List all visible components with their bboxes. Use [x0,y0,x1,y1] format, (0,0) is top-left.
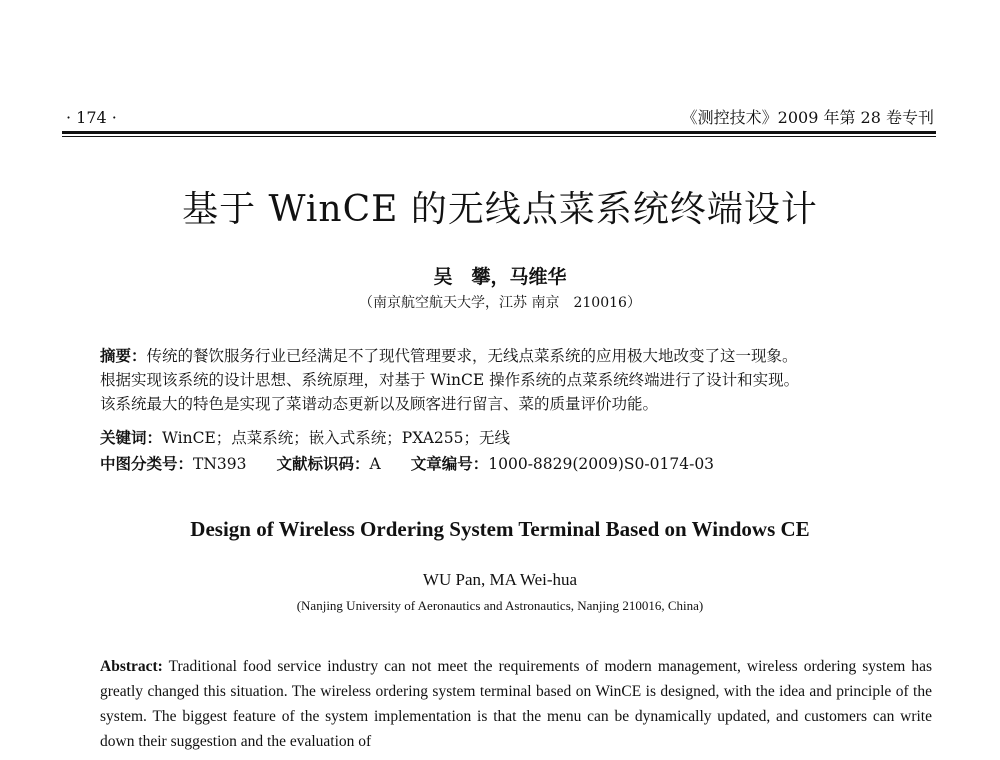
abstract-en-text: Traditional food service industry can not meet the requirements of modern management, wireless ordering system has greatly changed this situation. The wireless ordering system terminal based on WinCE is designed, with the idea and principle of the system. The biggest feature of the system implementation is that the menu can be dynamically updated, and customers can write down their suggestion and the evaluation of [100,658,932,750]
authors-english: WU Pan, MA Wei-hua [422,570,578,589]
keywords-label: 关键词： [100,429,163,447]
abstract-en-label: Abstract: [100,658,163,675]
article-number-label: 文章编号： [410,455,489,473]
abstract-chinese [100,344,930,416]
affiliation-english: (Nanjing University of Aeronautics and Astronautics, Nanjing 210016, China) [296,598,704,613]
keywords-text: WinCE；点菜系统；嵌入式系统；PXA255；无线 [162,429,510,447]
keywords-line [100,428,510,448]
doc-code-label: 文献标识码： [276,455,370,473]
clc-label: 中图分类号： [100,455,194,473]
doc-code-value: A [369,455,381,473]
classification-line [100,454,714,474]
abstract-cn-label: 摘要： [100,347,147,365]
abstract-cn-line-3: 该系统最大的特色是实现了菜谱动态更新以及顾客进行留言、菜的质量评价功能。 [100,395,659,413]
authors-chinese: 吴 攀，马维华 [433,266,567,288]
abstract-cn-text-1: 传统的餐饮服务行业已经满足不了现代管理要求，无线点菜系统的应用极大地改变了这一现象。 [146,347,798,365]
header-rule-thick [62,131,936,134]
page-number: · 174 · [66,108,117,127]
abstract-cn-line-2: 根据实现该系统的设计思想、系统原理，对基于 WinCE 操作系统的点菜系统终端进行了设计和实现。 [100,371,800,389]
abstract-cn-line-1 [100,344,930,368]
title-english: Design of Wireless Ordering System Terminal Based on Windows CE [190,517,810,541]
clc-value: TN393 [193,455,247,473]
article-number-value: 1000-8829(2009)S0-0174-03 [488,455,715,473]
header-rule-thin [62,136,936,137]
affiliation-chinese: （南京航空航天大学，江苏 南京 210016） [359,295,641,311]
abstract-english [100,654,932,754]
title-chinese: 基于 WinCE 的无线点菜系统终端设计 [182,189,818,230]
journal-name: 《测控技术》2009 年第 28 卷专刊 [681,108,934,127]
